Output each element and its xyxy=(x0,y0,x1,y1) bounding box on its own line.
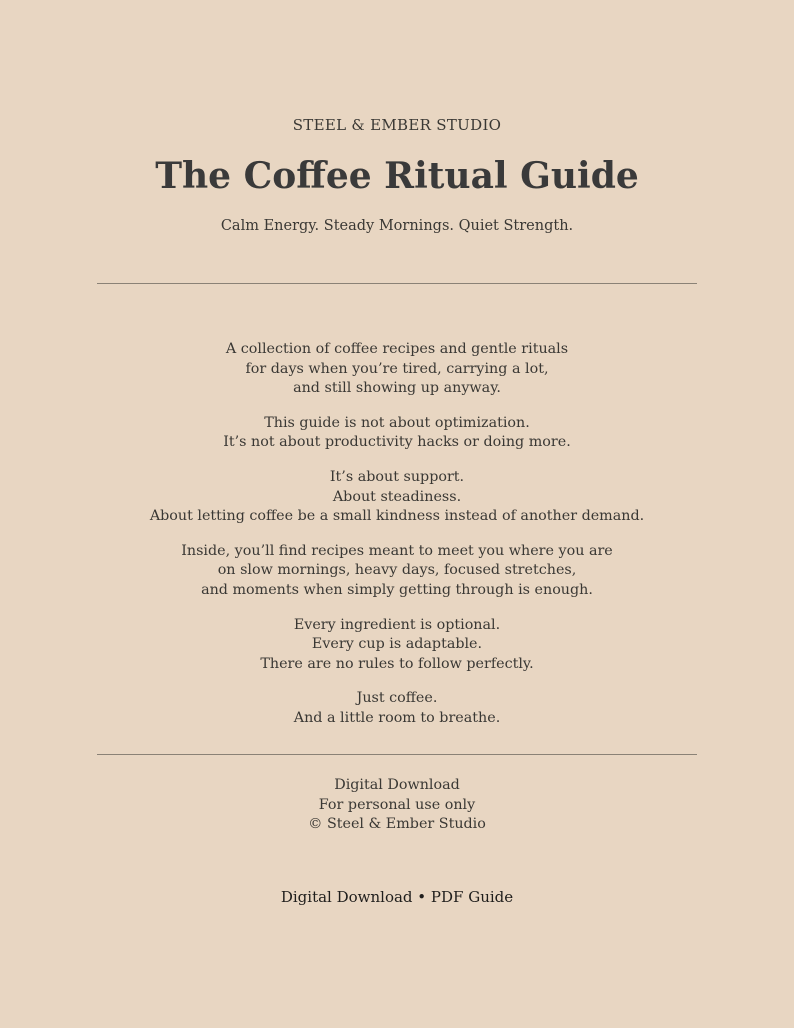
text-line: It’s about support. xyxy=(329,468,465,485)
text-line: And a little room to breathe. xyxy=(293,709,501,726)
text-line: on slow mornings, heavy days, focused stretches, xyxy=(217,562,577,579)
intro-paragraph-5 xyxy=(0,616,794,675)
format-label: Digital Download • PDF Guide xyxy=(280,888,514,906)
top-divider xyxy=(97,283,697,284)
intro-paragraph-4 xyxy=(0,542,794,601)
text-line: This guide is not about optimization. xyxy=(264,414,530,431)
text-line: Every ingredient is optional. xyxy=(293,616,501,633)
footer-line: For personal use only xyxy=(318,796,476,813)
text-line: Every cup is adaptable. xyxy=(311,636,483,653)
license-info xyxy=(0,776,794,835)
intro-paragraph-2 xyxy=(0,414,794,453)
copyright-line: © Steel & Ember Studio xyxy=(308,816,486,833)
footer-line: Digital Download xyxy=(334,777,460,793)
text-line: It’s not about productivity hacks or doing more. xyxy=(223,434,571,451)
text-line: Inside, you’ll find recipes meant to meet you where you are xyxy=(181,542,613,559)
text-line: About steadiness. xyxy=(332,488,462,505)
studio-name: STEEL & EMBER STUDIO xyxy=(292,116,502,134)
text-line: and still showing up anyway. xyxy=(293,380,501,397)
intro-paragraph-1 xyxy=(0,340,794,399)
bottom-divider xyxy=(97,754,697,755)
tagline: Calm Energy. Steady Mornings. Quiet Strength. xyxy=(220,218,574,234)
intro-paragraph-3 xyxy=(0,468,794,527)
intro-text xyxy=(0,340,794,744)
text-line: Just coffee. xyxy=(356,690,438,707)
text-line: A collection of coffee recipes and gentle rituals xyxy=(225,341,569,357)
page-title: The Coffee Ritual Guide xyxy=(155,155,639,197)
text-line: for days when you’re tired, carrying a lot, xyxy=(245,360,549,377)
text-line: About letting coffee be a small kindness instead of another demand. xyxy=(149,508,645,525)
text-line: and moments when simply getting through is enough. xyxy=(201,581,593,598)
intro-paragraph-6 xyxy=(0,689,794,728)
text-line: There are no rules to follow perfectly. xyxy=(260,655,534,672)
